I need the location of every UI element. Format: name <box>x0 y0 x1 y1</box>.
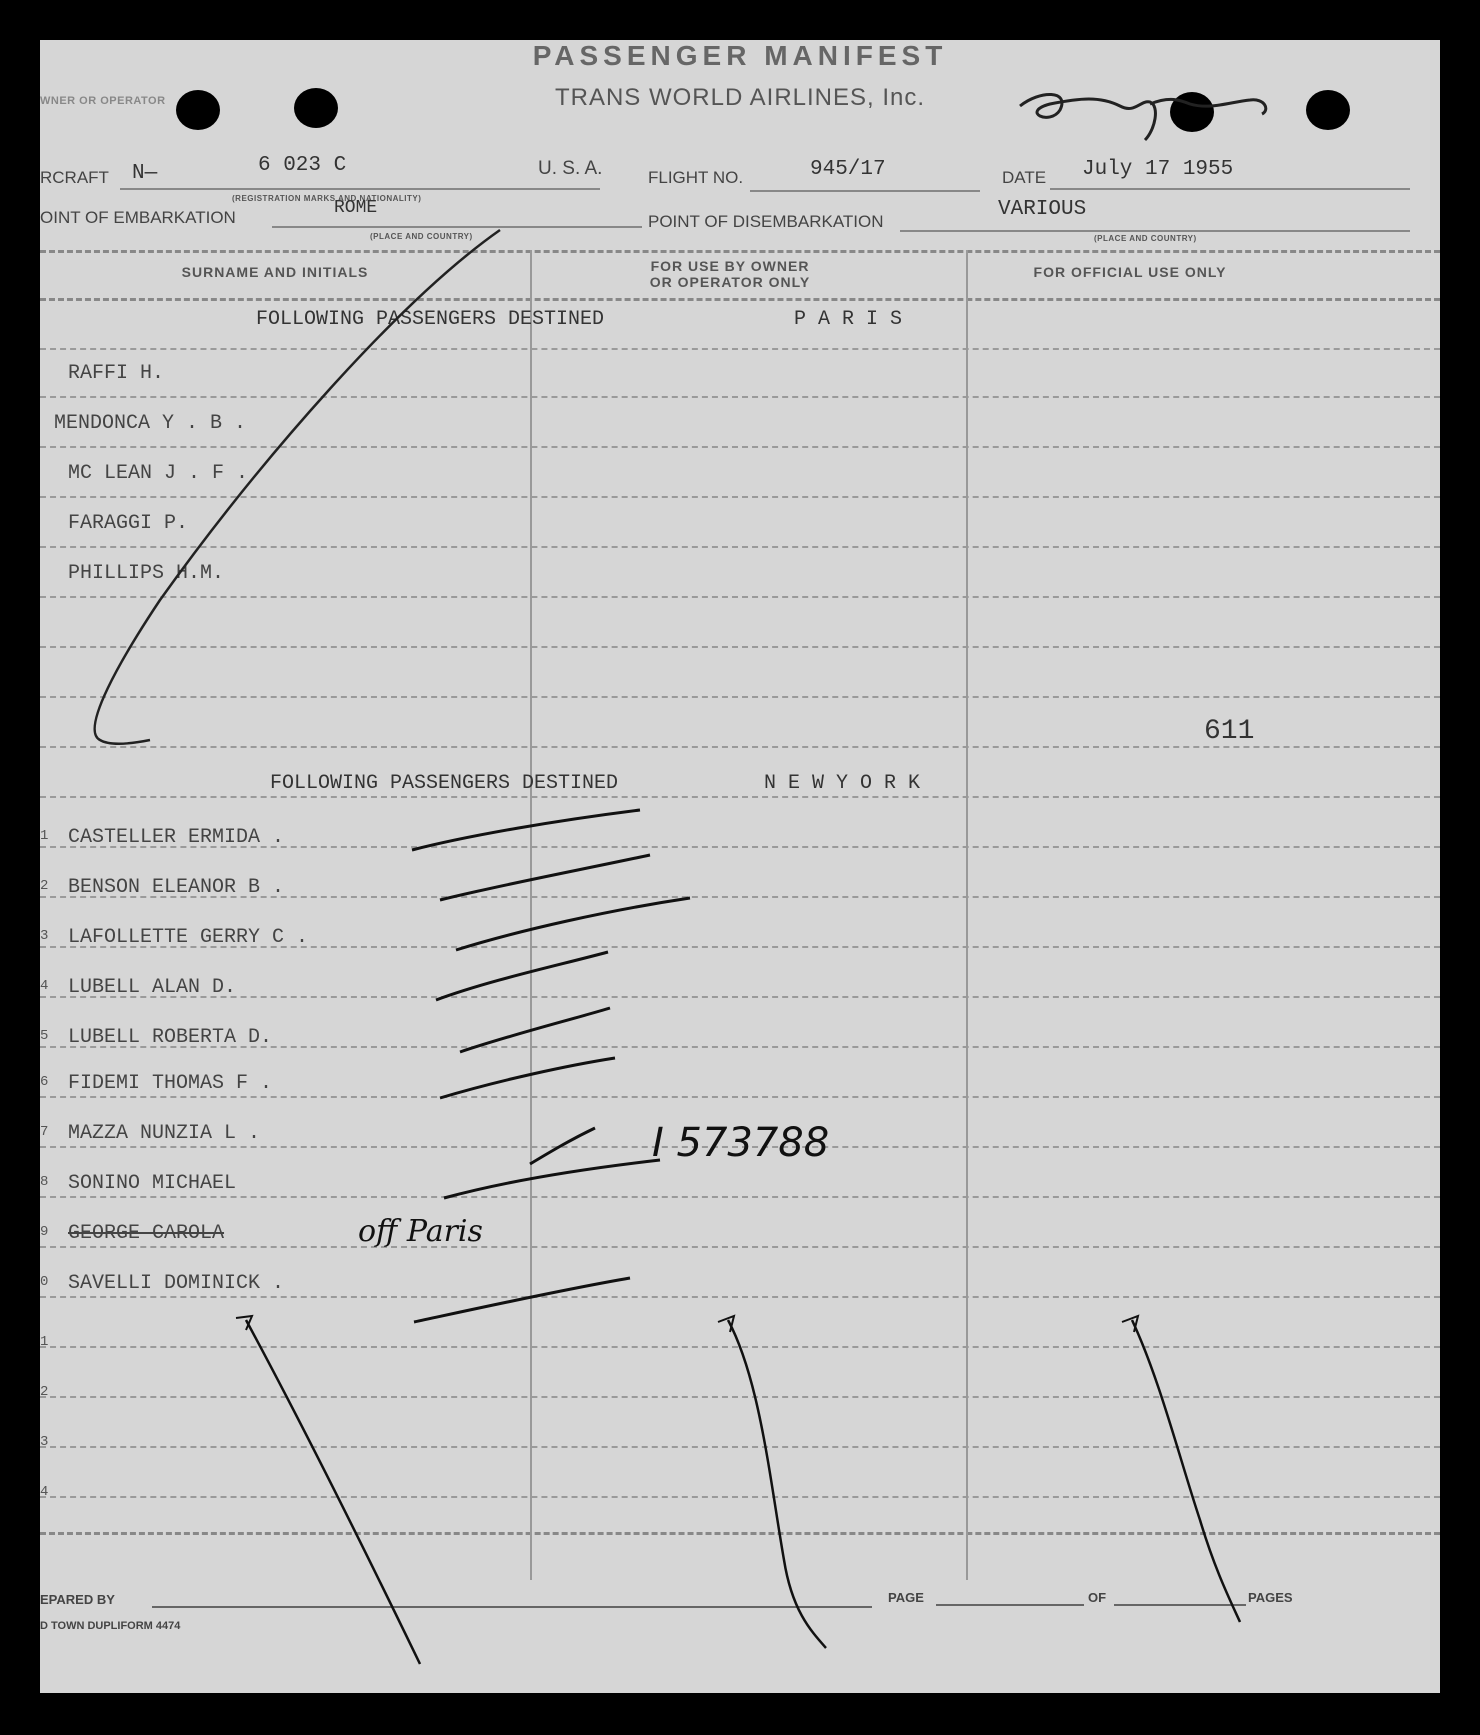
date-value: July 17 1955 <box>1082 158 1234 181</box>
passenger-name: LUBELL ROBERTA D. <box>68 1026 273 1049</box>
check-stroke <box>460 1008 610 1052</box>
paris-group-heading: FOLLOWING PASSENGERS DESTINED <box>256 308 605 331</box>
check-stroke <box>444 1160 660 1198</box>
check-stroke <box>456 898 690 950</box>
check-stroke <box>412 810 640 850</box>
passenger-name: LAFOLLETTE GERRY C . <box>68 926 309 949</box>
aircraft-prefix: N— <box>132 162 158 185</box>
row-number: 4 <box>40 978 49 994</box>
aircraft-label: RCRAFT <box>40 168 109 187</box>
paris-group-bracket <box>95 230 500 744</box>
passenger-name: FIDEMI THOMAS F . <box>68 1072 273 1095</box>
check-stroke <box>436 952 608 1000</box>
nationality: U. S. A. <box>538 158 603 179</box>
row-number: 8 <box>40 1174 49 1190</box>
check-stroke <box>414 1278 630 1322</box>
embarkation-label: OINT OF EMBARKATION <box>40 208 236 227</box>
immigration-signature <box>1020 94 1266 140</box>
disembarkation-value: VARIOUS <box>998 198 1087 221</box>
closing-stroke <box>728 1320 826 1648</box>
row-number: 3 <box>40 928 49 944</box>
row-number: 2 <box>40 1384 49 1400</box>
row-number: 0 <box>40 1274 49 1290</box>
pages-label: PAGES <box>1248 1590 1293 1605</box>
carrier-name: TRANS WORLD AIRLINES, Inc. <box>554 84 926 111</box>
check-stroke <box>530 1128 595 1164</box>
newyork-destination: N E W Y O R K <box>764 772 921 795</box>
off-paris-note: off Paris <box>358 1214 483 1249</box>
passenger-name: MENDONCA Y . B . <box>54 412 247 435</box>
place-caption-2: (PLACE AND COUNTRY) <box>1094 234 1197 243</box>
passenger-name: SAVELLI DOMINICK . <box>68 1272 285 1295</box>
passenger-name: FARAGGI P. <box>68 512 189 535</box>
aircraft-number: 6 023 C <box>258 154 347 177</box>
manifest-title: PASSENGER MANIFEST <box>532 40 948 71</box>
passenger-name-struck: GEORGE CAROLA <box>68 1222 225 1245</box>
check-stroke <box>440 1058 615 1098</box>
manifest-page <box>40 40 1440 1693</box>
row-number: 4 <box>40 1484 49 1500</box>
alien-registration-number: I 573788 <box>652 1120 830 1166</box>
row-number: 5 <box>40 1028 49 1044</box>
handwritten-marks <box>40 40 1440 1693</box>
row-number: 7 <box>40 1124 49 1140</box>
passenger-name: LUBELL ALAN D. <box>68 976 237 999</box>
row-number: 3 <box>40 1434 49 1450</box>
owner-label: WNER OR OPERATOR <box>40 95 166 107</box>
passenger-name: CASTELLER ERMIDA . <box>68 826 285 849</box>
page-label: PAGE <box>888 1590 924 1605</box>
date-label: DATE <box>1002 168 1047 187</box>
flight-label: FLIGHT NO. <box>648 168 744 187</box>
registration-caption: (REGISTRATION MARKS AND NATIONALITY) <box>232 194 422 203</box>
closing-stroke <box>1132 1320 1240 1622</box>
stroke-head <box>718 1316 734 1332</box>
official-number: 611 <box>1204 716 1255 747</box>
row-number: 1 <box>40 828 49 844</box>
passenger-name: MAZZA NUNZIA L . <box>68 1122 261 1145</box>
disembarkation-label: POINT OF DISEMBARKATION <box>648 212 884 231</box>
paris-destination: P A R I S <box>794 308 903 331</box>
row-number: 1 <box>40 1334 49 1350</box>
row-number: 2 <box>40 878 49 894</box>
closing-stroke <box>246 1320 420 1664</box>
passenger-name: BENSON ELEANOR B . <box>68 876 285 899</box>
flight-number: 945/17 <box>810 158 886 181</box>
passenger-name: PHILLIPS H.M. <box>68 562 225 585</box>
stroke-head <box>1122 1316 1138 1332</box>
owner-use-header-2: OR OPERATOR ONLY <box>649 274 811 290</box>
row-number: 9 <box>40 1224 49 1240</box>
of-label: OF <box>1088 1590 1107 1605</box>
owner-use-header-1: FOR USE BY OWNER <box>650 258 810 274</box>
form-id: D TOWN DUPLIFORM 4474 <box>40 1620 181 1632</box>
passenger-name: MC LEAN J . F . <box>68 462 249 485</box>
passenger-name: SONINO MICHAEL <box>68 1172 237 1195</box>
row-number: 6 <box>40 1074 49 1090</box>
newyork-group-heading: FOLLOWING PASSENGERS DESTINED <box>270 772 619 795</box>
embarkation-value: ROME <box>334 198 378 218</box>
surname-column-header: SURNAME AND INITIALS <box>181 264 369 280</box>
check-stroke <box>440 855 650 900</box>
place-caption: (PLACE AND COUNTRY) <box>370 232 473 241</box>
passenger-name: RAFFI H. <box>68 362 165 385</box>
prepared-by-label: EPARED BY <box>40 1592 115 1607</box>
official-use-header: FOR OFFICIAL USE ONLY <box>1033 264 1227 280</box>
